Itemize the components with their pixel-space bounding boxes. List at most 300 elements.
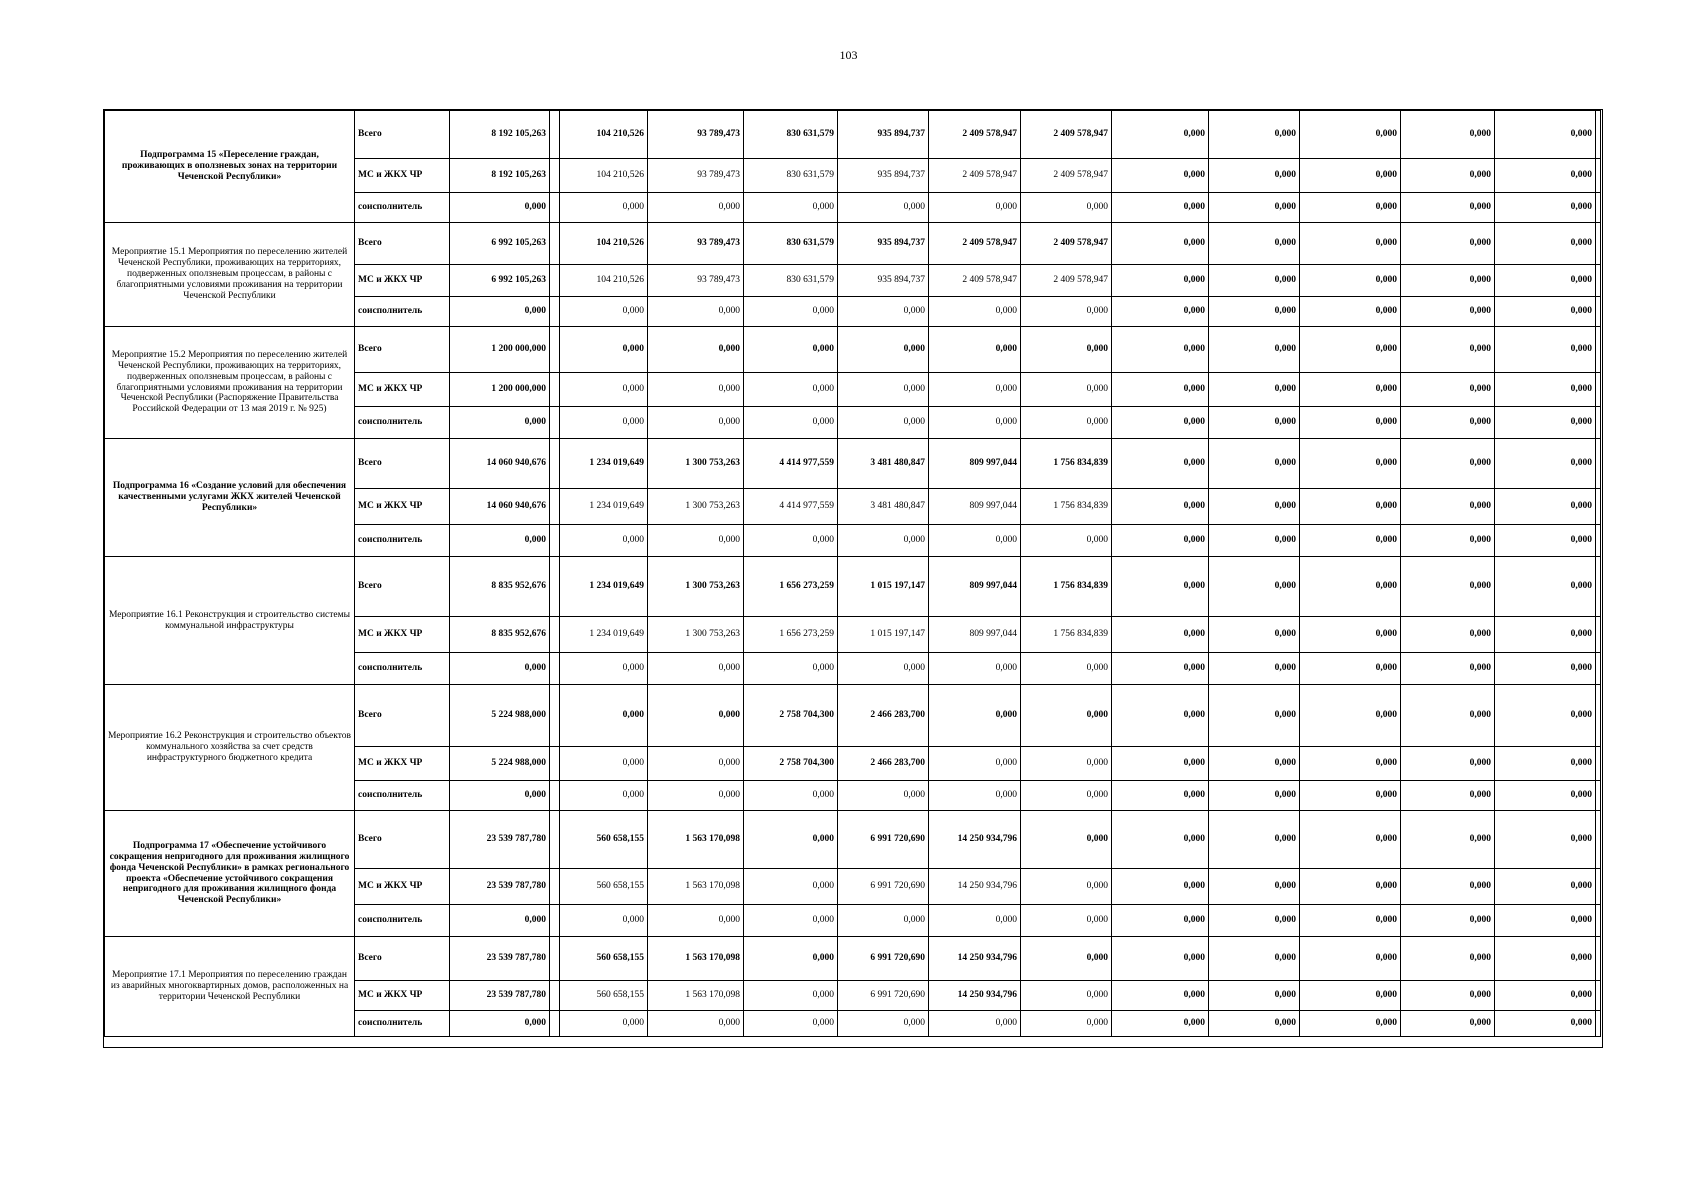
- value-cell: 14 250 934,796: [929, 869, 1021, 905]
- value-cell: 0,000: [838, 407, 929, 439]
- column-divider: [550, 193, 560, 223]
- table-row: [105, 439, 1601, 489]
- value-cell: 0,000: [648, 193, 744, 223]
- value-cell: 1 300 753,263: [648, 439, 744, 489]
- value-cell: 0,000: [1112, 159, 1209, 193]
- value-cell: 0,000: [648, 685, 744, 747]
- value-cell: 0,000: [1300, 811, 1401, 869]
- value-cell: 0,000: [1495, 159, 1596, 193]
- column-divider: [550, 439, 560, 489]
- value-cell: 0,000: [1112, 439, 1209, 489]
- value-cell: 0,000: [1209, 373, 1300, 407]
- column-divider: [550, 617, 560, 653]
- column-divider: [550, 905, 560, 937]
- value-cell: 23 539 787,780: [450, 981, 550, 1011]
- value-cell: 830 631,579: [744, 111, 838, 159]
- value-cell: 0,000: [744, 869, 838, 905]
- value-cell: 1 756 834,839: [1021, 557, 1112, 617]
- value-cell: 0,000: [744, 373, 838, 407]
- value-cell: 6 992 105,263: [450, 265, 550, 297]
- value-cell: 935 894,737: [838, 265, 929, 297]
- value-cell: 0,000: [1300, 747, 1401, 781]
- table-edge: [1596, 373, 1601, 407]
- value-cell: 0,000: [929, 193, 1021, 223]
- value-cell: 0,000: [1021, 407, 1112, 439]
- value-cell: 93 789,473: [648, 223, 744, 265]
- value-cell: 0,000: [1209, 617, 1300, 653]
- value-cell: 5 224 988,000: [450, 747, 550, 781]
- value-cell: 1 563 170,098: [648, 937, 744, 981]
- value-cell: 23 539 787,780: [450, 869, 550, 905]
- table-edge: [1596, 685, 1601, 747]
- value-cell: 0,000: [1300, 617, 1401, 653]
- value-cell: 2 409 578,947: [1021, 111, 1112, 159]
- funding-source: Всего: [355, 685, 450, 747]
- value-cell: 0,000: [1112, 265, 1209, 297]
- value-cell: 0,000: [450, 407, 550, 439]
- column-divider: [550, 1011, 560, 1037]
- value-cell: 0,000: [744, 1011, 838, 1037]
- value-cell: 0,000: [929, 407, 1021, 439]
- value-cell: 0,000: [838, 653, 929, 685]
- value-cell: 0,000: [744, 937, 838, 981]
- value-cell: 0,000: [450, 193, 550, 223]
- value-cell: 0,000: [1021, 685, 1112, 747]
- value-cell: 0,000: [1495, 407, 1596, 439]
- value-cell: 0,000: [648, 327, 744, 373]
- value-cell: 0,000: [1300, 439, 1401, 489]
- value-cell: 0,000: [1401, 905, 1495, 937]
- value-cell: 0,000: [1209, 111, 1300, 159]
- budget-table: [104, 110, 1601, 1037]
- value-cell: 0,000: [648, 1011, 744, 1037]
- value-cell: 0,000: [1112, 653, 1209, 685]
- value-cell: 0,000: [648, 525, 744, 557]
- value-cell: 0,000: [1209, 159, 1300, 193]
- value-cell: 0,000: [1209, 981, 1300, 1011]
- value-cell: 1 300 753,263: [648, 557, 744, 617]
- value-cell: 0,000: [838, 193, 929, 223]
- value-cell: 0,000: [744, 905, 838, 937]
- value-cell: 104 210,526: [560, 159, 648, 193]
- value-cell: 0,000: [1401, 407, 1495, 439]
- value-cell: 0,000: [1112, 373, 1209, 407]
- value-cell: 0,000: [1112, 685, 1209, 747]
- value-cell: 0,000: [1300, 489, 1401, 525]
- value-cell: 0,000: [1401, 747, 1495, 781]
- value-cell: 0,000: [560, 1011, 648, 1037]
- value-cell: 0,000: [744, 327, 838, 373]
- value-cell: 0,000: [1495, 1011, 1596, 1037]
- value-cell: 0,000: [1401, 653, 1495, 685]
- table-edge: [1596, 981, 1601, 1011]
- value-cell: 0,000: [929, 905, 1021, 937]
- value-cell: 0,000: [1300, 1011, 1401, 1037]
- value-cell: 0,000: [1021, 653, 1112, 685]
- value-cell: 0,000: [929, 781, 1021, 811]
- column-divider: [550, 557, 560, 617]
- column-divider: [550, 937, 560, 981]
- column-divider: [550, 223, 560, 265]
- value-cell: 1 656 273,259: [744, 557, 838, 617]
- value-cell: 560 658,155: [560, 981, 648, 1011]
- value-cell: 0,000: [1300, 111, 1401, 159]
- table-edge: [1596, 407, 1601, 439]
- value-cell: 6 991 720,690: [838, 981, 929, 1011]
- value-cell: 0,000: [1401, 685, 1495, 747]
- value-cell: 830 631,579: [744, 159, 838, 193]
- funding-source: МС и ЖКХ ЧР: [355, 265, 450, 297]
- program-name: Мероприятие 15.2 Мероприятия по переселению жителей Чеченской Республики, проживающих на территориях, подверженных оползневым процессам, в районы с благоприятными условиями проживания на территории Чеченской Республики (Распоряжение Правительства Российской Федерации от 13 мая 2019 г. № 925): [105, 327, 355, 439]
- value-cell: 0,000: [744, 193, 838, 223]
- column-divider: [550, 265, 560, 297]
- value-cell: 2 409 578,947: [1021, 159, 1112, 193]
- value-cell: 2 466 283,700: [838, 747, 929, 781]
- value-cell: 1 200 000,000: [450, 327, 550, 373]
- column-divider: [550, 297, 560, 327]
- funding-source: Всего: [355, 811, 450, 869]
- table-edge: [1596, 937, 1601, 981]
- column-divider: [550, 685, 560, 747]
- value-cell: 0,000: [929, 653, 1021, 685]
- page-number: 103: [839, 48, 858, 62]
- value-cell: 830 631,579: [744, 265, 838, 297]
- value-cell: 0,000: [1300, 981, 1401, 1011]
- funding-source: МС и ЖКХ ЧР: [355, 159, 450, 193]
- table-edge: [1596, 111, 1601, 159]
- table-row: [105, 685, 1601, 747]
- value-cell: 0,000: [1112, 297, 1209, 327]
- table-edge: [1596, 297, 1601, 327]
- value-cell: 0,000: [560, 685, 648, 747]
- value-cell: 0,000: [1495, 905, 1596, 937]
- value-cell: 0,000: [1401, 981, 1495, 1011]
- value-cell: 0,000: [1021, 193, 1112, 223]
- value-cell: 0,000: [1300, 223, 1401, 265]
- table-edge: [1596, 265, 1601, 297]
- column-divider: [550, 781, 560, 811]
- value-cell: 0,000: [1495, 557, 1596, 617]
- table-edge: [1596, 557, 1601, 617]
- value-cell: 3 481 480,847: [838, 489, 929, 525]
- value-cell: 3 481 480,847: [838, 439, 929, 489]
- value-cell: 1 756 834,839: [1021, 439, 1112, 489]
- column-divider: [550, 981, 560, 1011]
- value-cell: 0,000: [838, 781, 929, 811]
- value-cell: 0,000: [1300, 653, 1401, 685]
- value-cell: 0,000: [1209, 265, 1300, 297]
- value-cell: 0,000: [450, 1011, 550, 1037]
- value-cell: 0,000: [1300, 525, 1401, 557]
- value-cell: 0,000: [1021, 869, 1112, 905]
- value-cell: 0,000: [560, 407, 648, 439]
- table-edge: [1596, 223, 1601, 265]
- value-cell: 93 789,473: [648, 265, 744, 297]
- value-cell: 23 539 787,780: [450, 937, 550, 981]
- value-cell: 1 015 197,147: [838, 557, 929, 617]
- value-cell: 2 409 578,947: [1021, 223, 1112, 265]
- value-cell: 104 210,526: [560, 111, 648, 159]
- value-cell: 0,000: [1209, 685, 1300, 747]
- value-cell: 0,000: [560, 297, 648, 327]
- column-divider: [550, 407, 560, 439]
- value-cell: 0,000: [1300, 937, 1401, 981]
- value-cell: 8 192 105,263: [450, 111, 550, 159]
- value-cell: 809 997,044: [929, 557, 1021, 617]
- value-cell: 0,000: [1401, 811, 1495, 869]
- value-cell: 93 789,473: [648, 159, 744, 193]
- value-cell: 0,000: [1401, 265, 1495, 297]
- value-cell: 0,000: [1112, 525, 1209, 557]
- funding-source: Всего: [355, 557, 450, 617]
- value-cell: 0,000: [1300, 297, 1401, 327]
- value-cell: 935 894,737: [838, 223, 929, 265]
- value-cell: 104 210,526: [560, 265, 648, 297]
- value-cell: 0,000: [1112, 981, 1209, 1011]
- value-cell: 0,000: [1112, 327, 1209, 373]
- value-cell: 0,000: [648, 905, 744, 937]
- value-cell: 0,000: [838, 1011, 929, 1037]
- value-cell: 0,000: [1495, 327, 1596, 373]
- value-cell: 8 835 952,676: [450, 617, 550, 653]
- value-cell: 0,000: [1112, 557, 1209, 617]
- value-cell: 0,000: [1112, 223, 1209, 265]
- funding-source: МС и ЖКХ ЧР: [355, 489, 450, 525]
- value-cell: 0,000: [648, 781, 744, 811]
- value-cell: 0,000: [648, 407, 744, 439]
- value-cell: 1 234 019,649: [560, 489, 648, 525]
- value-cell: 1 200 000,000: [450, 373, 550, 407]
- value-cell: 0,000: [450, 525, 550, 557]
- table-edge: [1596, 193, 1601, 223]
- value-cell: 0,000: [450, 297, 550, 327]
- column-divider: [550, 327, 560, 373]
- value-cell: 560 658,155: [560, 869, 648, 905]
- column-divider: [550, 811, 560, 869]
- value-cell: 0,000: [1401, 781, 1495, 811]
- value-cell: 0,000: [929, 685, 1021, 747]
- value-cell: 0,000: [1021, 905, 1112, 937]
- value-cell: 1 656 273,259: [744, 617, 838, 653]
- funding-source: МС и ЖКХ ЧР: [355, 617, 450, 653]
- table-edge: [1596, 327, 1601, 373]
- funding-source: соисполнитель: [355, 193, 450, 223]
- value-cell: 0,000: [560, 905, 648, 937]
- value-cell: 0,000: [1209, 869, 1300, 905]
- value-cell: 0,000: [1300, 407, 1401, 439]
- value-cell: 0,000: [1495, 781, 1596, 811]
- column-divider: [550, 111, 560, 159]
- value-cell: 0,000: [1021, 525, 1112, 557]
- value-cell: 2 758 704,300: [744, 747, 838, 781]
- value-cell: 0,000: [1401, 193, 1495, 223]
- value-cell: 0,000: [1401, 439, 1495, 489]
- value-cell: 14 060 940,676: [450, 489, 550, 525]
- funding-source: соисполнитель: [355, 781, 450, 811]
- value-cell: 0,000: [1209, 747, 1300, 781]
- value-cell: 1 234 019,649: [560, 439, 648, 489]
- value-cell: 935 894,737: [838, 159, 929, 193]
- value-cell: 0,000: [1021, 747, 1112, 781]
- table-row: [105, 327, 1601, 373]
- table-edge: [1596, 617, 1601, 653]
- value-cell: 0,000: [1495, 869, 1596, 905]
- value-cell: 0,000: [1495, 617, 1596, 653]
- value-cell: 0,000: [1401, 617, 1495, 653]
- value-cell: 0,000: [1112, 869, 1209, 905]
- value-cell: 0,000: [744, 297, 838, 327]
- program-name: Подпрограмма 17 «Обеспечение устойчивого сокращения непригодного для проживания жилищного фонда Чеченской Республики» в рамках регионального проекта «Обеспечение устойчивого сокращения непригодного для проживания жилищного фонда Чеченской Республики»: [105, 811, 355, 937]
- value-cell: 0,000: [1209, 193, 1300, 223]
- value-cell: 0,000: [1112, 489, 1209, 525]
- value-cell: 2 409 578,947: [929, 223, 1021, 265]
- value-cell: 0,000: [1300, 685, 1401, 747]
- funding-source: Всего: [355, 111, 450, 159]
- table-edge: [1596, 781, 1601, 811]
- value-cell: 0,000: [1401, 327, 1495, 373]
- value-cell: 0,000: [1209, 223, 1300, 265]
- funding-source: МС и ЖКХ ЧР: [355, 747, 450, 781]
- value-cell: 0,000: [838, 525, 929, 557]
- funding-source: соисполнитель: [355, 525, 450, 557]
- table-edge: [1596, 653, 1601, 685]
- value-cell: 93 789,473: [648, 111, 744, 159]
- value-cell: 0,000: [1209, 905, 1300, 937]
- table-edge: [1596, 905, 1601, 937]
- table-row: [105, 111, 1601, 159]
- value-cell: 0,000: [648, 373, 744, 407]
- value-cell: 0,000: [1401, 111, 1495, 159]
- value-cell: 0,000: [1300, 193, 1401, 223]
- funding-source: Всего: [355, 439, 450, 489]
- value-cell: 0,000: [1401, 373, 1495, 407]
- value-cell: 2 409 578,947: [929, 159, 1021, 193]
- value-cell: 4 414 977,559: [744, 439, 838, 489]
- column-divider: [550, 489, 560, 525]
- value-cell: 0,000: [1209, 525, 1300, 557]
- value-cell: 6 991 720,690: [838, 937, 929, 981]
- value-cell: 0,000: [560, 525, 648, 557]
- value-cell: 0,000: [1209, 407, 1300, 439]
- value-cell: 23 539 787,780: [450, 811, 550, 869]
- column-divider: [550, 747, 560, 781]
- value-cell: 0,000: [1401, 937, 1495, 981]
- value-cell: 0,000: [1209, 327, 1300, 373]
- funding-source: соисполнитель: [355, 653, 450, 685]
- value-cell: 1 756 834,839: [1021, 617, 1112, 653]
- value-cell: 0,000: [1495, 373, 1596, 407]
- value-cell: 0,000: [744, 407, 838, 439]
- value-cell: 4 414 977,559: [744, 489, 838, 525]
- value-cell: 0,000: [1021, 811, 1112, 869]
- value-cell: 0,000: [1209, 297, 1300, 327]
- value-cell: 0,000: [744, 525, 838, 557]
- value-cell: 0,000: [1495, 439, 1596, 489]
- value-cell: 0,000: [1021, 937, 1112, 981]
- program-name: Мероприятие 15.1 Мероприятия по переселению жителей Чеченской Республики, проживающих на территориях, подверженных оползневым процессам, в районы с благоприятными условиями проживания на территории Чеченской Республики: [105, 223, 355, 327]
- table-edge: [1596, 1011, 1601, 1037]
- value-cell: 5 224 988,000: [450, 685, 550, 747]
- value-cell: 0,000: [929, 747, 1021, 781]
- value-cell: 0,000: [1112, 811, 1209, 869]
- value-cell: 0,000: [1112, 1011, 1209, 1037]
- value-cell: 0,000: [929, 327, 1021, 373]
- funding-source: МС и ЖКХ ЧР: [355, 981, 450, 1011]
- value-cell: 0,000: [648, 747, 744, 781]
- value-cell: 0,000: [1495, 193, 1596, 223]
- value-cell: 1 234 019,649: [560, 617, 648, 653]
- value-cell: 0,000: [648, 653, 744, 685]
- value-cell: 0,000: [560, 747, 648, 781]
- value-cell: 0,000: [1495, 685, 1596, 747]
- value-cell: 6 991 720,690: [838, 869, 929, 905]
- funding-source: соисполнитель: [355, 905, 450, 937]
- value-cell: 935 894,737: [838, 111, 929, 159]
- table-row: [105, 937, 1601, 981]
- column-divider: [550, 653, 560, 685]
- value-cell: 2 758 704,300: [744, 685, 838, 747]
- value-cell: 830 631,579: [744, 223, 838, 265]
- value-cell: 0,000: [1401, 159, 1495, 193]
- value-cell: 0,000: [1401, 557, 1495, 617]
- value-cell: 0,000: [1300, 327, 1401, 373]
- value-cell: 0,000: [1021, 1011, 1112, 1037]
- funding-source: соисполнитель: [355, 407, 450, 439]
- value-cell: 0,000: [1112, 111, 1209, 159]
- value-cell: 1 756 834,839: [1021, 489, 1112, 525]
- value-cell: 2 409 578,947: [1021, 265, 1112, 297]
- value-cell: 0,000: [1495, 811, 1596, 869]
- value-cell: 8 192 105,263: [450, 159, 550, 193]
- value-cell: 0,000: [1495, 111, 1596, 159]
- value-cell: 0,000: [1495, 297, 1596, 327]
- value-cell: 0,000: [1209, 1011, 1300, 1037]
- value-cell: 0,000: [1209, 557, 1300, 617]
- value-cell: 14 250 934,796: [929, 811, 1021, 869]
- table-edge: [1596, 439, 1601, 489]
- value-cell: 0,000: [1401, 223, 1495, 265]
- value-cell: 0,000: [1300, 557, 1401, 617]
- value-cell: 0,000: [560, 327, 648, 373]
- value-cell: 0,000: [1112, 747, 1209, 781]
- value-cell: 1 563 170,098: [648, 869, 744, 905]
- table-edge: [1596, 159, 1601, 193]
- value-cell: 0,000: [1495, 489, 1596, 525]
- value-cell: 0,000: [1112, 407, 1209, 439]
- value-cell: 809 997,044: [929, 617, 1021, 653]
- value-cell: 0,000: [1209, 781, 1300, 811]
- program-name: Мероприятие 16.2 Реконструкция и строительство объектов коммунального хозяйства за счет средств инфраструктурного бюджетного кредита: [105, 685, 355, 811]
- value-cell: 0,000: [929, 1011, 1021, 1037]
- value-cell: 0,000: [1021, 297, 1112, 327]
- value-cell: 0,000: [1401, 297, 1495, 327]
- value-cell: 0,000: [1300, 905, 1401, 937]
- funding-source: МС и ЖКХ ЧР: [355, 869, 450, 905]
- value-cell: 0,000: [1495, 653, 1596, 685]
- funding-source: соисполнитель: [355, 1011, 450, 1037]
- value-cell: 104 210,526: [560, 223, 648, 265]
- value-cell: 0,000: [1021, 781, 1112, 811]
- value-cell: 6 991 720,690: [838, 811, 929, 869]
- value-cell: 0,000: [838, 297, 929, 327]
- value-cell: 6 992 105,263: [450, 223, 550, 265]
- value-cell: 0,000: [1112, 781, 1209, 811]
- value-cell: 0,000: [1401, 1011, 1495, 1037]
- value-cell: 0,000: [1300, 781, 1401, 811]
- value-cell: 1 015 197,147: [838, 617, 929, 653]
- value-cell: 0,000: [1401, 525, 1495, 557]
- value-cell: 1 300 753,263: [648, 489, 744, 525]
